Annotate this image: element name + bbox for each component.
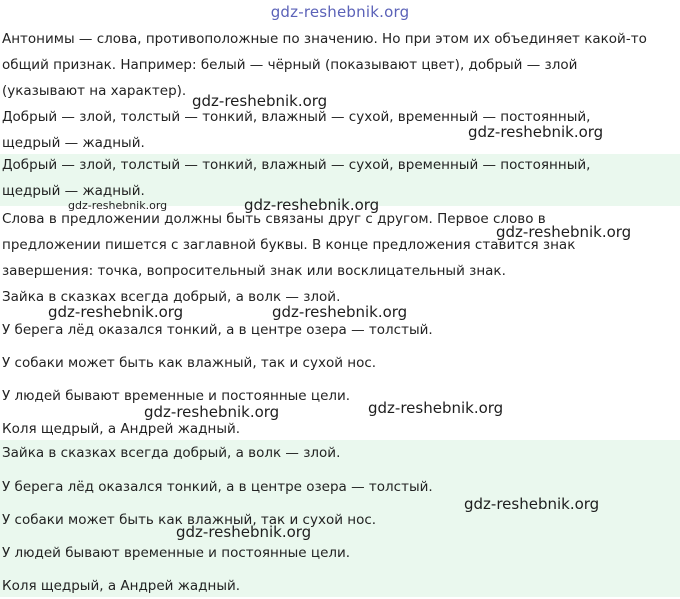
answer-line: Добрый — злой, толстый — тонкий, влажный — сухой, временный — постоянный, xyxy=(2,157,591,173)
sentence-line: У собаки может быть как влажный, так и сухой нос. xyxy=(2,355,377,371)
theory-line: Антонимы — слова, противоположные по значению. Но при этом их объединяет какой-то xyxy=(2,31,647,47)
site-header[interactable]: gdz-reshebnik.org xyxy=(270,3,410,21)
task-line: Добрый — злой, толстый — тонкий, влажный — сухой, временный — постоянный, xyxy=(2,109,591,125)
watermark: gdz-reshebnik.org xyxy=(272,303,408,321)
watermark: gdz-reshebnik.org xyxy=(144,403,280,421)
answer-block-2 xyxy=(0,440,680,597)
theory-line: общий признак. Например: белый — чёрный (показывают цвет), добрый — злой xyxy=(2,57,578,73)
answer-line: Зайка в сказках всегда добрый, а волк — злой. xyxy=(2,445,341,461)
watermark: gdz-reshebnik.org xyxy=(496,223,632,241)
watermark: gdz-reshebnik.org xyxy=(468,123,604,141)
answer-line: У людей бывают временные и постоянные цели. xyxy=(2,545,351,561)
answer-line: щедрый — жадный. xyxy=(2,183,145,199)
watermark: gdz-reshebnik.org xyxy=(244,196,380,214)
watermark: gdz-reshebnik.org xyxy=(48,303,184,321)
task-line: щедрый — жадный. xyxy=(2,135,145,151)
answer-line: У собаки может быть как влажный, так и сухой нос. xyxy=(2,512,377,528)
theory-line: (указывают на характер). xyxy=(2,83,187,99)
sentence-line: Коля щедрый, а Андрей жадный. xyxy=(2,421,241,437)
watermark: gdz-reshebnik.org xyxy=(176,523,312,541)
theory-line: завершения: точка, вопросительный знак или восклицательный знак. xyxy=(2,263,506,279)
sentence-line: У людей бывают временные и постоянные цели. xyxy=(2,388,351,404)
watermark: gdz-reshebnik.org xyxy=(368,399,504,417)
watermark: gdz-reshebnik.org xyxy=(68,199,168,212)
answer-line: У берега лёд оказался тонкий, а в центре озера — толстый. xyxy=(2,479,433,495)
watermark: gdz-reshebnik.org xyxy=(192,92,328,110)
sentence-line: Зайка в сказках всегда добрый, а волк — злой. xyxy=(2,289,341,305)
answer-line: Коля щедрый, а Андрей жадный. xyxy=(2,578,241,594)
theory-line: Слова в предложении должны быть связаны друг с другом. Первое слово в xyxy=(2,211,546,227)
watermark: gdz-reshebnik.org xyxy=(464,495,600,513)
theory-line: предложении пишется с заглавной буквы. В конце предложения ставится знак xyxy=(2,237,576,253)
sentence-line: У берега лёд оказался тонкий, а в центре озера — толстый. xyxy=(2,322,433,338)
